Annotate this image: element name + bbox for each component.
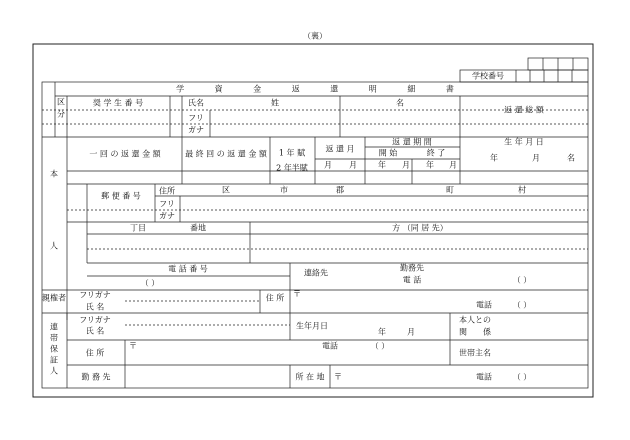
guarantor-phone: 電話 bbox=[322, 341, 338, 351]
nin-label: 人 bbox=[50, 241, 58, 251]
mura-label: 村 bbox=[518, 185, 526, 195]
parent-phone: 電話 bbox=[476, 300, 492, 310]
banchi-label: 番地 bbox=[190, 223, 206, 233]
furi-label: フリ bbox=[159, 199, 175, 209]
parent-postmark: 〒 bbox=[293, 289, 301, 299]
birth-day: 名 bbox=[567, 153, 575, 163]
gun-label: 郡 bbox=[336, 185, 344, 195]
guarantor-furigana: フリガナ bbox=[79, 315, 111, 325]
location-postmark: 〒 bbox=[334, 372, 342, 382]
sei-label: 姓 bbox=[271, 98, 279, 108]
relation-a: 本人との bbox=[459, 315, 491, 325]
location-label: 所 在 地 bbox=[295, 372, 325, 382]
bun-label: 分 bbox=[57, 109, 65, 119]
month-b: 月 bbox=[349, 160, 357, 170]
phone-no-label: 電 話 番 号 bbox=[168, 264, 208, 274]
start-label: 開 始 bbox=[378, 148, 398, 158]
per-payment-label: 一 回 の 返 還 金 額 bbox=[89, 149, 161, 159]
parent-address: 住 所 bbox=[265, 293, 285, 303]
name-label: 氏名 bbox=[188, 98, 204, 108]
guarantor-address: 住 所 bbox=[85, 348, 105, 358]
machi-label: 町 bbox=[446, 185, 454, 195]
furigana-a: フリ bbox=[188, 113, 204, 123]
parent-name: 氏 名 bbox=[85, 302, 105, 312]
side-label: （裏） bbox=[303, 31, 327, 41]
kata-label: 方 （同 居 先） bbox=[392, 223, 448, 233]
guarantor-year: 年 bbox=[378, 327, 386, 337]
guarantor-month: 月 bbox=[407, 327, 415, 337]
guarantor-name: 氏 名 bbox=[85, 326, 105, 336]
guarantor-postmark: 〒 bbox=[129, 341, 137, 351]
birth-year: 年 bbox=[490, 153, 498, 163]
contact-phone-paren: （ ） bbox=[512, 275, 532, 285]
school-no-label: 学校番号 bbox=[472, 71, 504, 81]
mei-label: 名 bbox=[396, 98, 404, 108]
student-no-label: 奨 学 生 番 号 bbox=[92, 98, 144, 108]
parent-label: 親権者 bbox=[42, 293, 66, 303]
two-year-label: 2 年半賦 bbox=[276, 163, 308, 173]
last-payment-label: 最 終 回 の 返 還 金 額 bbox=[185, 149, 267, 159]
repay-month-label: 返 還 月 bbox=[325, 144, 355, 154]
total-label: 返 還 総 額 bbox=[504, 105, 544, 115]
period-label: 返 還 期 間 bbox=[392, 137, 432, 147]
chome-label: 丁目 bbox=[130, 223, 146, 233]
ku-label: 区 bbox=[57, 97, 65, 107]
guarantor-phone-paren: （ ） bbox=[370, 341, 390, 351]
guarantor-birthdate: 生年月日 bbox=[296, 321, 328, 331]
workplace-phone: 電話 bbox=[476, 372, 492, 382]
end-label: 終 了 bbox=[426, 148, 446, 158]
hon-label: 本 bbox=[50, 169, 58, 179]
month-d: 月 bbox=[449, 160, 457, 170]
year-a: 年 bbox=[378, 160, 386, 170]
work-label: 勤務先 bbox=[400, 263, 424, 273]
workplace-label: 勤 務 先 bbox=[81, 372, 111, 382]
postal-label: 郵 便 番 号 bbox=[101, 191, 141, 201]
birth-month: 月 bbox=[532, 153, 540, 163]
shi-label: 市 bbox=[280, 185, 288, 195]
furigana-b: ガナ bbox=[188, 125, 204, 135]
contact-phone-label: 電 話 bbox=[402, 275, 422, 285]
guarantor-label: 連帯保証人 bbox=[49, 322, 59, 378]
month-a: 月 bbox=[324, 160, 332, 170]
ku2-label: 区 bbox=[222, 185, 230, 195]
birth-label: 生 年 月 日 bbox=[504, 137, 544, 147]
month-c: 月 bbox=[402, 160, 410, 170]
form-title: 学 資 金 返 還 明 細 書 bbox=[176, 84, 468, 94]
workplace-phone-paren: （ ） bbox=[512, 372, 532, 382]
household-label: 世帯主名 bbox=[459, 348, 491, 358]
one-year-label: 1 年 賦 bbox=[278, 148, 306, 158]
gana-label: ガナ bbox=[159, 211, 175, 221]
relation-b: 関 係 bbox=[459, 327, 491, 337]
address-label: 住所 bbox=[159, 186, 175, 196]
year-b: 年 bbox=[426, 160, 434, 170]
parent-furigana: フリガナ bbox=[79, 290, 111, 300]
contact-label: 連絡先 bbox=[304, 268, 328, 278]
phone-paren: （ ） bbox=[140, 278, 160, 288]
parent-phone-paren: （ ） bbox=[512, 300, 532, 310]
